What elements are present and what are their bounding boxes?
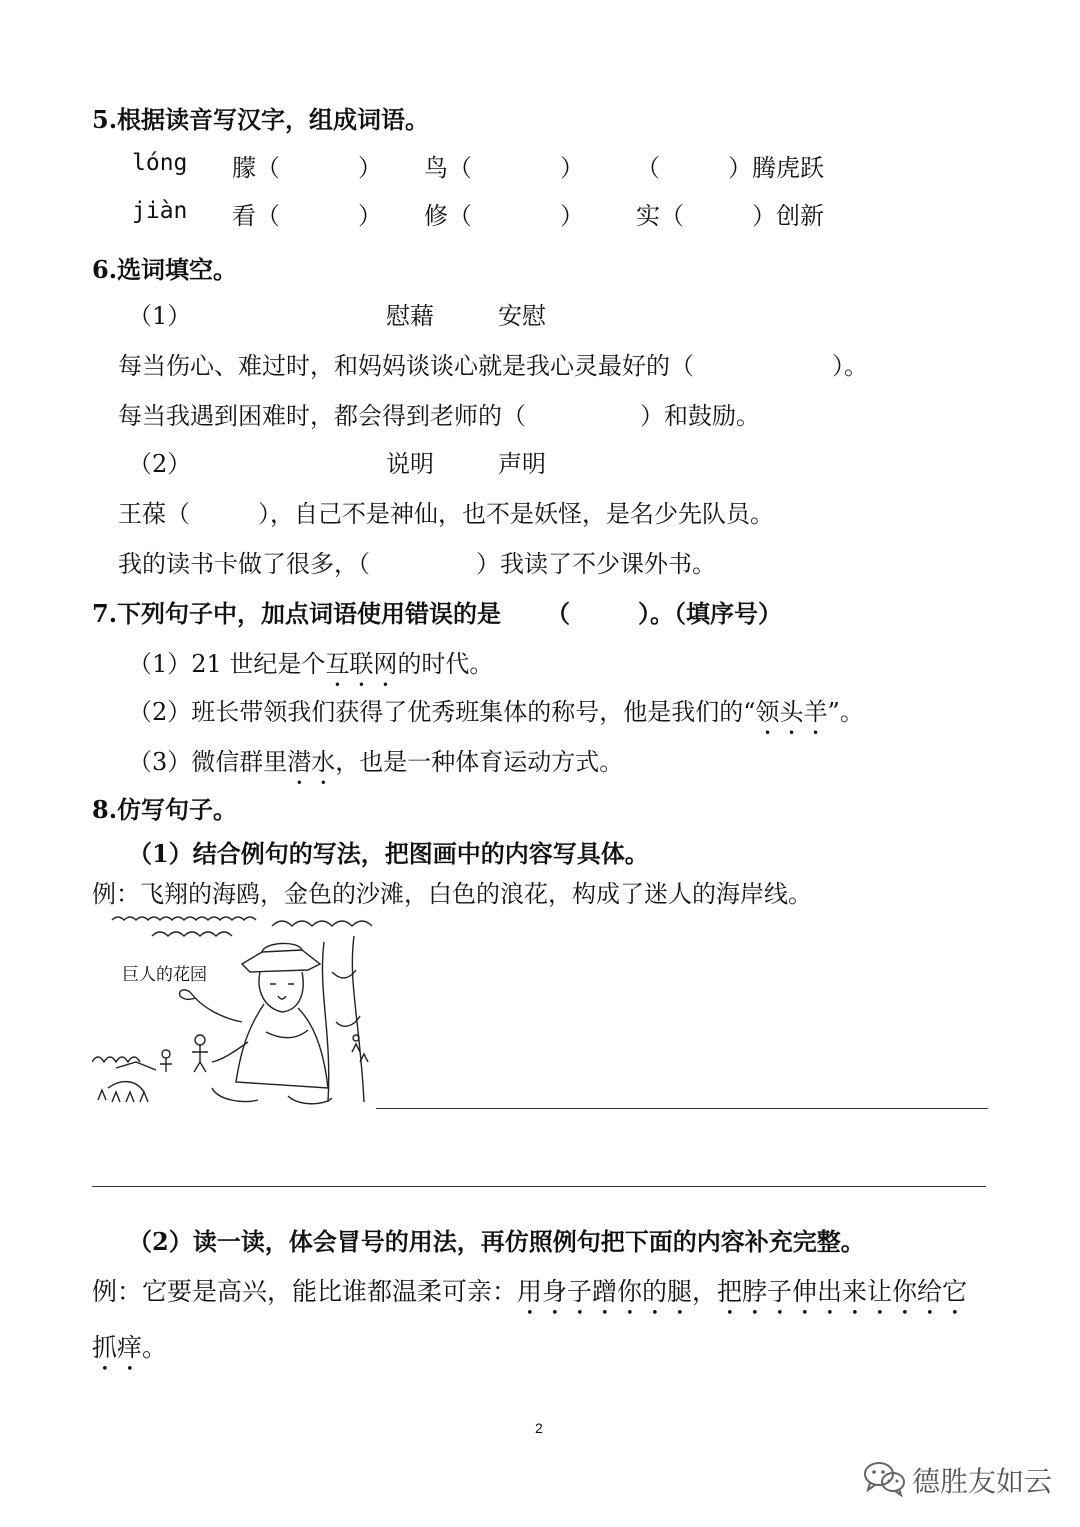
q5-row1-c1: 朦（	[232, 154, 280, 182]
q8-p1-title: （1）结合例句的写法，把图画中的内容写具体。	[128, 839, 649, 868]
q5-row1-pinyin: lóng	[132, 150, 188, 176]
q6-p2-word1: 说明	[386, 450, 434, 478]
q8-p2-example-pre: 例：它要是高兴，能比谁都温柔可亲：	[92, 1277, 518, 1306]
q5-row1-c1-close: ）	[358, 154, 382, 182]
q7-title-close: ）。（填序号）	[638, 599, 782, 628]
q6-p2-sentence2: 我的读书卡做了很多，（	[118, 550, 370, 578]
q5-row1-c3: （	[636, 154, 660, 182]
q8-p2-line2-dotted: 抓痒	[92, 1333, 143, 1362]
q8-p2-example-line1	[92, 1272, 967, 1321]
q5-row1-c2-close: ）	[560, 154, 584, 182]
q5-title: 5.根据读音写汉字，组成词语。	[92, 105, 430, 134]
wechat-icon-svg	[862, 1458, 908, 1498]
q5-row1-c3-close: ）腾虎跃	[728, 154, 824, 182]
q6-p1-sentence2-close: ）和鼓励。	[640, 402, 760, 430]
q6-p2-number: （2）	[128, 450, 192, 478]
q6-p1-sentence1: 每当伤心、难过时，和妈妈谈谈心就是我心灵最好的（	[118, 352, 694, 380]
q5-row2-c1: 看（	[232, 202, 280, 230]
q5-row2-c3-close: ）创新	[752, 202, 824, 230]
giant-garden-drawing	[92, 912, 376, 1108]
q5-row2-pinyin: jiàn	[132, 198, 188, 224]
q7-item1	[128, 644, 493, 692]
q8-p1-example: 例：飞翔的海鸥，金色的沙滩，白色的浪花，构成了迷人的海岸线。	[92, 880, 812, 908]
q7-item3	[128, 742, 623, 790]
q7-item2-pre: （2）班长带领我们获得了优秀班集体的称号，他是我们的“	[128, 698, 756, 726]
q6-p2-sentence1-rest: ），自己不是神仙，也不是妖怪，是名少先队员。	[258, 500, 774, 528]
page-number: 2	[535, 1420, 543, 1436]
q8-title: 8.仿写句子。	[92, 795, 238, 824]
q7-item3-post: ，也是一种体育运动方式。	[335, 748, 624, 776]
q5-row1-c2: 鸟（	[424, 154, 472, 182]
q6-p1-word2: 安慰	[498, 302, 546, 330]
q6-p1-word1: 慰藉	[386, 302, 434, 330]
q7-item1-post: 的时代。	[397, 650, 494, 678]
q8-p2-line2-post: 。	[142, 1333, 168, 1362]
q7-item2-post: ”。	[827, 698, 864, 726]
q7-title: 7.下列句子中，加点词语使用错误的是	[92, 599, 502, 628]
q7-title-open: （	[546, 599, 570, 628]
q8-p2-example-dotted1: 用身子蹭你的腿	[517, 1277, 693, 1306]
q6-p1-sentence1-close: ）。	[832, 352, 868, 380]
q7-item3-dotted: 潜水	[287, 748, 336, 776]
q8-p2-example-line2	[92, 1328, 167, 1377]
q5-row2-c2-close: ）	[560, 202, 584, 230]
q8-p2-title: （2）读一读，体会冒号的用法，再仿照例句把下面的内容补充完整。	[128, 1227, 865, 1256]
q6-p2-word2: 声明	[498, 450, 546, 478]
q6-p2-sentence1: 王葆（	[118, 500, 190, 528]
illustration-caption: 巨人的花园	[122, 965, 207, 985]
q6-p1-number: （1）	[128, 302, 192, 330]
q6-p2-sentence2-rest: ）我读了不少课外书。	[476, 550, 716, 578]
q5-row2-c1-close: ）	[358, 202, 382, 230]
q6-p1-sentence2: 每当我遇到困难时，都会得到老师的（	[118, 402, 526, 430]
answer-line-2[interactable]	[92, 1186, 986, 1187]
q8-p2-example-dotted2: 把脖子伸出来让你给它	[717, 1277, 968, 1306]
q7-item1-dotted: 互联网	[325, 650, 398, 678]
watermark-text: 德胜友如云	[912, 1465, 1053, 1498]
q5-row2-c2: 修（	[424, 202, 472, 230]
q7-item2	[128, 692, 864, 740]
q7-item2-dotted: 领头羊	[755, 698, 828, 726]
q7-item1-pre: （1）21 世纪是个	[128, 650, 326, 678]
q8-p2-example-mid: ，	[692, 1277, 718, 1306]
giant-garden-illustration	[92, 912, 376, 1108]
q5-row2-c3: 实（	[636, 202, 684, 230]
answer-line-1[interactable]	[376, 1108, 988, 1109]
q6-title: 6.选词填空。	[92, 255, 238, 284]
wechat-icon	[862, 1458, 908, 1498]
q7-item3-pre: （3）微信群里	[128, 748, 288, 776]
